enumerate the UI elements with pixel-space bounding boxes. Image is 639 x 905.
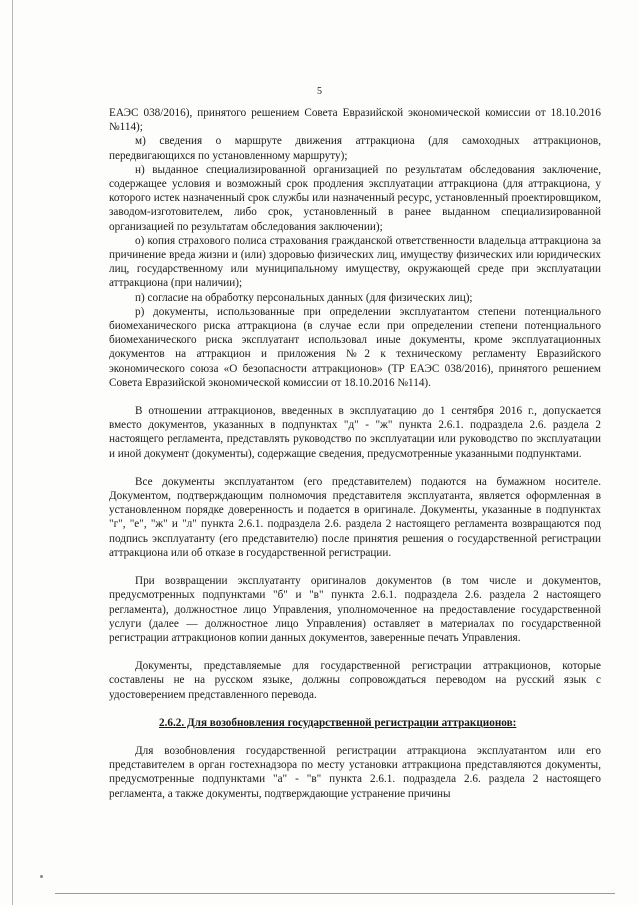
paragraph-renewal: Для возобновления государственной регистрации аттракциона эксплуатантом или его представителем в орган гостехнадзора по месту установки аттракциона представляются документы, предусмотренные подпунктами "а" - "в" пункта 2.6.1. подраздела 2.6. раздела 2 настоящего регламента, а также документы, подтверждающие устранение причины [109,744,601,800]
paragraph-before-2016: В отношении аттракционов, введенных в эксплуатацию до 1 сентября 2016 г., допускается вместо документов, указанных в подпунктах "д" - "ж" пункта 2.6.1. подраздела 2.6. раздела 2 настоящего регламента, представлять руководство по эксплуатации или руководство по эксплуатации и иной документ (документы), содержащие сведения, предусмотренные указанными подпунктами. [109,405,601,460]
paragraph-r: р) документы, использованные при определении эксплуатантом степени потенциального биомеханического риска аттракциона (в случае если при определении степени потенциального биомеханического риска эксплуатант использовал иные документы, кроме эксплуатационных документов на аттракцион и приложения №2 к техническому регламенту Евразийского экономического союза «О безопасности аттракционов» (ТР ЕАЭС 038/2016), принятого решением Совета Евразийской экономической комиссии от 18.10.2016 №114). [109,305,601,389]
paragraph-p: п) согласие на обработку персональных данных (для физических лиц); [135,291,473,304]
paragraph-originals-return: При возвращении эксплуатанту оригиналов документов (в том числе и документов, предусмотренных подпунктами "б" и "в" пункта 2.6.1. подраздела 2.6. раздела 2 настоящего регламента), должностное лицо Управления, уполномоченное на предоставление государственной услуги (далее — должностное лицо Управления) оставляет в материалах по государственной регистрации аттракционов копии данных документов, заверенные печать Управления. [109,575,601,644]
scan-speck [40,875,43,878]
paragraph-o: о) копия страхового полиса страхования гражданской ответственности владельца аттракциона за причинение вреда жизни и (или) здоровью физических лиц, имуществу физических или юридических лиц, государственному или муниципальному имуществу, окружающей среде при эксплуатации аттракциона (при наличии); [109,234,601,290]
paragraph-paper-documents: Все документы эксплуатантом (его представителем) подаются на бумажном носителе. Документом, подтверждающим полномочия представителя эксплуатанта, является оформленная в установленном порядке доверенность и подается в оригинале. Документы, указанные в подпунктах "г", "е", "ж" и "л" пункта 2.6.1. подраздела 2.6. раздела 2 настоящего регламента возвращаются под подпись эксплуатанту (его представителю) после принятия решения о государственной регистрации аттракциона или об отказе в государственной регистрации. [109,475,601,559]
paragraph-translation: Документы, представляемые для государственной регистрации аттракционов, которые составлены не на русском языке, должны сопровождаться переводом на русский язык с удостоверением представленного перевода. [109,660,601,701]
body-text [109,106,601,801]
section-heading: 2.6.2. Для возобновления государственной регистрации аттракционов: [159,716,517,729]
paragraph-n: н) выданное специализированной организацией по результатам обследования заключение, содержащее условия и возможный срок продления эксплуатации аттракциона (для аттракциона, у которого истек назначенный срок службы или назначенный ресурс, установленный проектировщиком, заводом-изготовителем, либо срок, установленный в ранее выданном специализированной организацией по результатам обследования заключении); [109,163,601,233]
paragraph-p1: ЕАЭС 038/2016), принятого решением Совета Евразийской экономической комиссии от 18.10.2016 №114); [109,107,601,134]
paragraph-m: м) сведения о маршруте движения аттракциона (для самоходных аттракционов, передвигающихся по установленному маршруту); [109,135,601,162]
scan-bottom-line [55,893,615,894]
scan-edge-line [12,0,13,905]
page-number: 5 [317,86,322,97]
